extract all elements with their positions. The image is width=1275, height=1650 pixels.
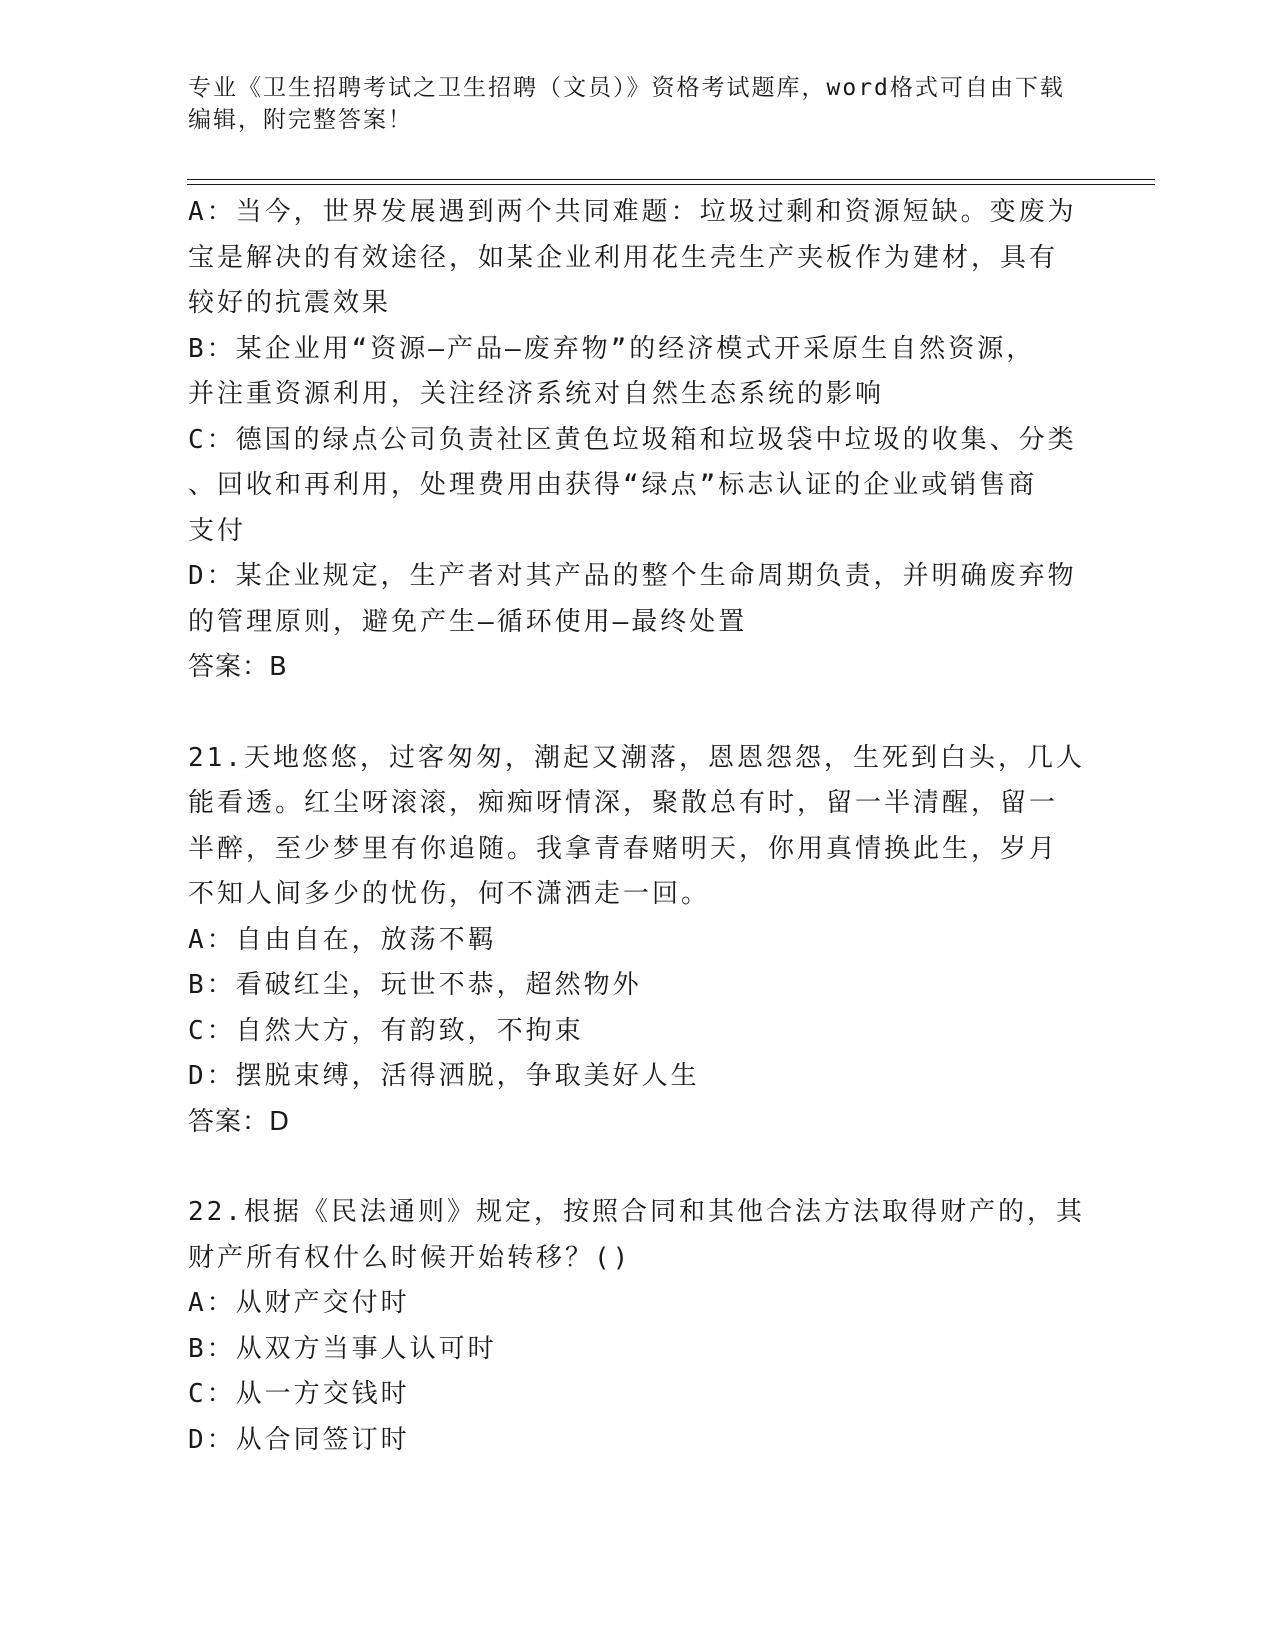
stem-line: 财产所有权什么时候开始转移？() (188, 1242, 632, 1273)
stem-line: 能看透。红尘呀滚滚，痴痴呀情深，聚散总有时，留一半清醒，留一 (188, 788, 1059, 818)
option-line: A：当今，世界发展遇到两个共同难题：垃圾过剩和资源短缺。变废为 (188, 197, 1077, 227)
option-line: 、回收和再利用，处理费用由获得“绿点”标志认证的企业或销售商 (188, 470, 1038, 500)
q21-option-b: B：看破红尘，玩世不恭，超然物外 (188, 970, 642, 1000)
option-line: 宝是解决的有效途径，如某企业利用花生壳生产夹板作为建材，具有 (188, 242, 1059, 273)
prev-option-d (188, 554, 1083, 645)
q21-option-a: A：自由自在，放荡不羁 (188, 924, 497, 955)
q22-option-b: B：从双方当事人认可时 (188, 1333, 497, 1364)
option-line: 支付 (188, 515, 247, 546)
header-line-2: 编辑，附完整答案！ (188, 107, 413, 133)
document-header (188, 72, 1078, 136)
spacer (188, 691, 1083, 736)
stem-line: 不知人间多少的忧伤，何不潇洒走一回。 (188, 879, 711, 909)
q21-answer: 答案：D (188, 1106, 291, 1137)
question-22-stem (188, 1190, 1083, 1281)
option-line: 并注重资源利用，关注经济系统对自然生态系统的影响 (188, 379, 885, 409)
prev-option-c (188, 418, 1083, 555)
option-line: 的管理原则，避免产生—循环使用—最终处置 (188, 606, 748, 637)
option-line: B：某企业用“资源—产品—废弃物”的经济模式开采原生自然资源， (188, 333, 1036, 364)
q22-option-a: A：从财产交付时 (188, 1288, 410, 1318)
option-line: D：某企业规定，生产者对其产品的整个生命周期负责，并明确废弃物 (188, 561, 1077, 591)
spacer (188, 1145, 1083, 1190)
stem-line: 22.根据《民法通则》规定，按照合同和其他合法方法取得财产的，其 (188, 1197, 1085, 1227)
header-rule-top (187, 179, 1155, 180)
stem-line: 半醉，至少梦里有你追随。我拿青春赌明天，你用真情换此生，岁月 (188, 833, 1059, 864)
question-21-stem (188, 736, 1083, 918)
prev-answer: 答案：B (188, 652, 288, 682)
q22-option-d: D：从合同签订时 (188, 1424, 410, 1455)
option-line: 较好的抗震效果 (188, 288, 392, 318)
q21-option-c: C：自然大方，有韵致，不拘束 (188, 1015, 584, 1046)
question-content (188, 190, 1083, 1463)
q22-option-c: C：从一方交钱时 (188, 1379, 410, 1409)
header-line-1: 专业《卫生招聘考试之卫生招聘（文员）》资格考试题库，word格式可自由下载 (188, 75, 1065, 101)
stem-line: 21.天地悠悠，过客匆匆，潮起又潮落，恩恩怨怨，生死到白头，几人 (188, 742, 1085, 773)
prev-option-a (188, 190, 1083, 327)
option-line: C：德国的绿点公司负责社区黄色垃圾箱和垃圾袋中垃圾的收集、分类 (188, 424, 1077, 455)
header-rule-bottom (187, 184, 1155, 185)
q21-option-d: D：摆脱束缚，活得洒脱，争取美好人生 (188, 1061, 700, 1091)
prev-option-b (188, 327, 1083, 418)
